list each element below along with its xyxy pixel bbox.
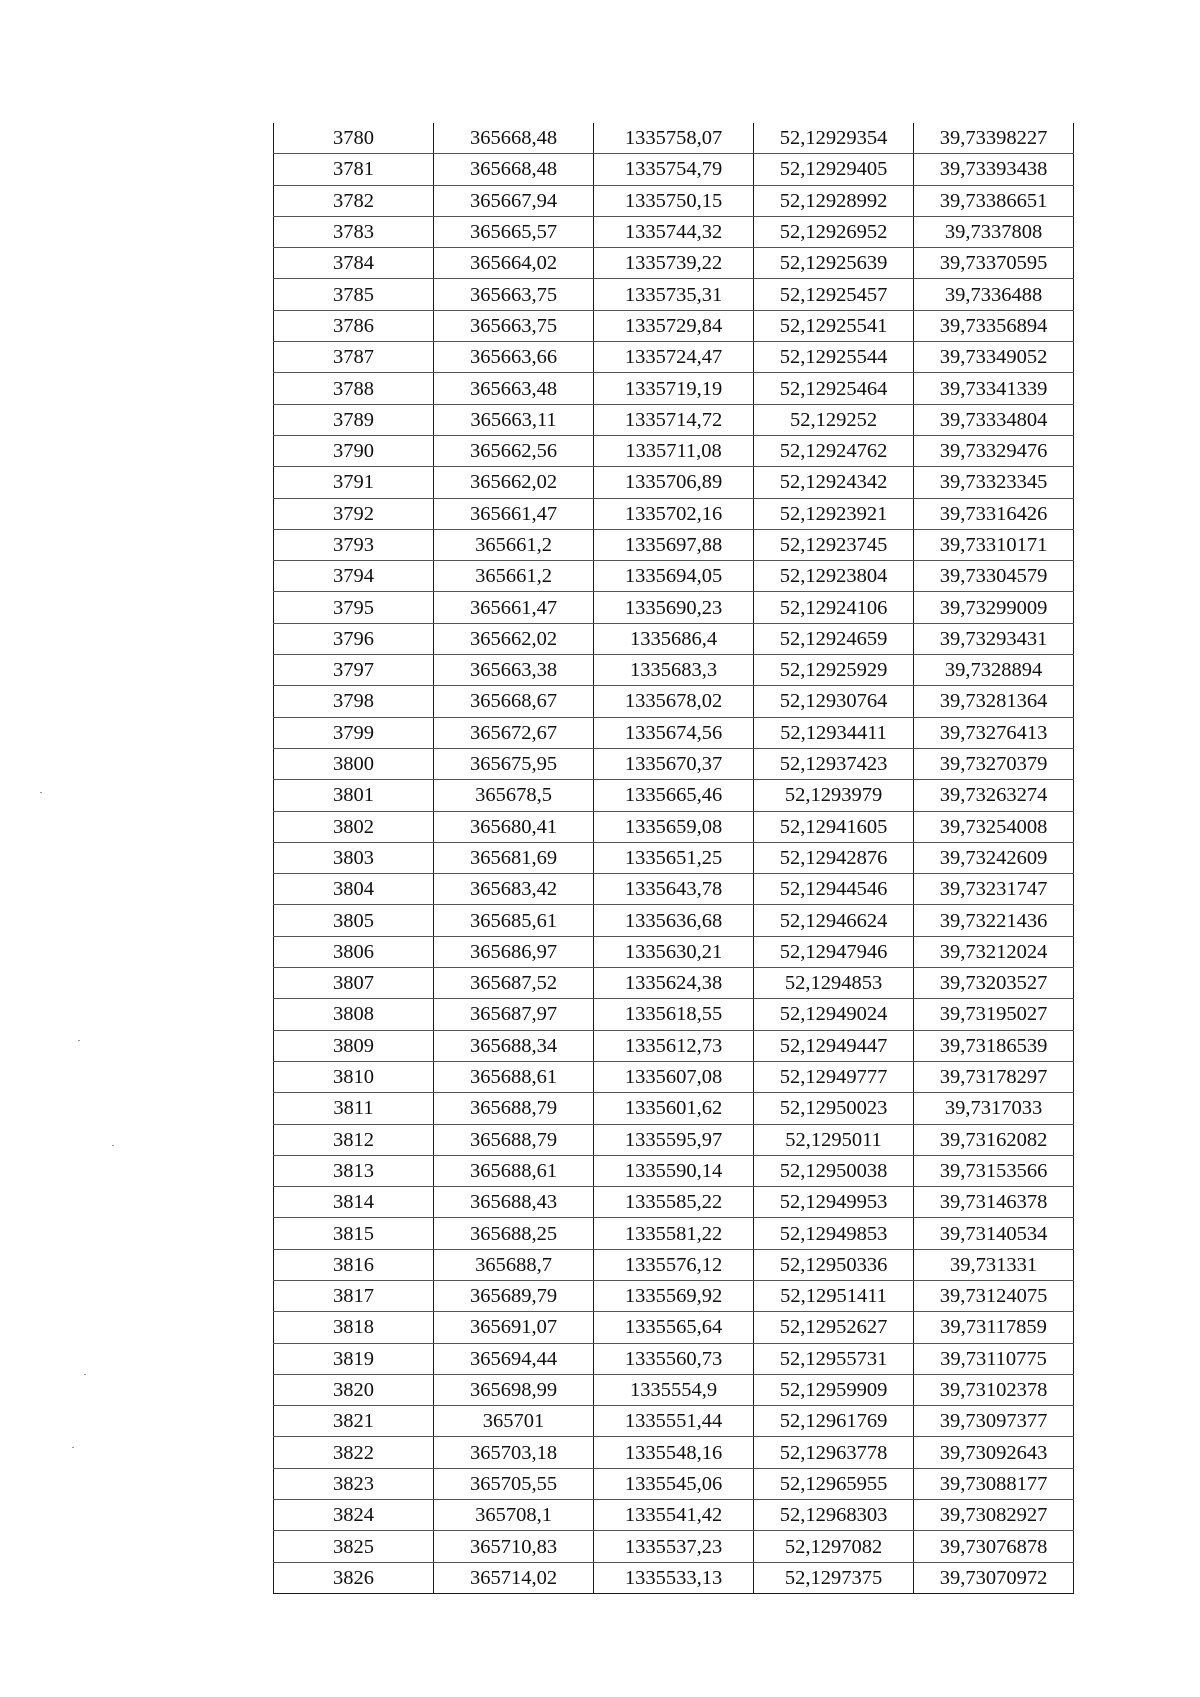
x-coordinate-cell: 365705,55	[434, 1468, 594, 1499]
latitude-cell: 52,12923745	[754, 529, 914, 560]
table-row	[274, 1562, 1074, 1593]
latitude-cell: 52,12946624	[754, 905, 914, 936]
longitude-cell: 39,73242609	[914, 842, 1074, 873]
longitude-cell: 39,73076878	[914, 1531, 1074, 1562]
table-row	[274, 1374, 1074, 1405]
x-coordinate-cell: 365663,66	[434, 342, 594, 373]
table-row	[274, 435, 1074, 466]
longitude-cell: 39,7336488	[914, 279, 1074, 310]
point-number-cell: 3792	[274, 498, 434, 529]
x-coordinate-cell: 365668,67	[434, 686, 594, 717]
table-row	[274, 154, 1074, 185]
x-coordinate-cell: 365667,94	[434, 185, 594, 216]
point-number-cell: 3794	[274, 561, 434, 592]
table-row	[274, 123, 1074, 154]
latitude-cell: 52,12952627	[754, 1312, 914, 1343]
longitude-cell: 39,73162082	[914, 1124, 1074, 1155]
latitude-cell: 52,1293979	[754, 780, 914, 811]
table-row	[274, 1061, 1074, 1092]
table-row	[274, 1155, 1074, 1186]
longitude-cell: 39,73254008	[914, 811, 1074, 842]
latitude-cell: 52,12929354	[754, 123, 914, 154]
table-row	[274, 1030, 1074, 1061]
x-coordinate-cell: 365680,41	[434, 811, 594, 842]
latitude-cell: 52,1295011	[754, 1124, 914, 1155]
latitude-cell: 52,12923921	[754, 498, 914, 529]
longitude-cell: 39,73195027	[914, 999, 1074, 1030]
point-number-cell: 3791	[274, 467, 434, 498]
table-row	[274, 1531, 1074, 1562]
latitude-cell: 52,12926952	[754, 216, 914, 247]
latitude-cell: 52,1297082	[754, 1531, 914, 1562]
point-number-cell: 3797	[274, 655, 434, 686]
table-row	[274, 310, 1074, 341]
table-row	[274, 1406, 1074, 1437]
table-row	[274, 842, 1074, 873]
x-coordinate-cell: 365714,02	[434, 1562, 594, 1593]
longitude-cell: 39,73082927	[914, 1500, 1074, 1531]
x-coordinate-cell: 365688,43	[434, 1187, 594, 1218]
y-coordinate-cell: 1335607,08	[594, 1061, 754, 1092]
y-coordinate-cell: 1335706,89	[594, 467, 754, 498]
x-coordinate-cell: 365688,79	[434, 1124, 594, 1155]
longitude-cell: 39,73310171	[914, 529, 1074, 560]
longitude-cell: 39,73088177	[914, 1468, 1074, 1499]
x-coordinate-cell: 365662,02	[434, 467, 594, 498]
point-number-cell: 3818	[274, 1312, 434, 1343]
y-coordinate-cell: 1335659,08	[594, 811, 754, 842]
y-coordinate-cell: 1335711,08	[594, 435, 754, 466]
x-coordinate-cell: 365688,61	[434, 1061, 594, 1092]
y-coordinate-cell: 1335533,13	[594, 1562, 754, 1593]
table-row	[274, 1093, 1074, 1124]
y-coordinate-cell: 1335624,38	[594, 968, 754, 999]
longitude-cell: 39,7317033	[914, 1093, 1074, 1124]
point-number-cell: 3808	[274, 999, 434, 1030]
point-number-cell: 3781	[274, 154, 434, 185]
latitude-cell: 52,12959909	[754, 1374, 914, 1405]
longitude-cell: 39,73370595	[914, 248, 1074, 279]
x-coordinate-cell: 365665,57	[434, 216, 594, 247]
table-row	[274, 279, 1074, 310]
y-coordinate-cell: 1335643,78	[594, 874, 754, 905]
x-coordinate-cell: 365685,61	[434, 905, 594, 936]
longitude-cell: 39,73124075	[914, 1280, 1074, 1311]
x-coordinate-cell: 365703,18	[434, 1437, 594, 1468]
latitude-cell: 52,12949777	[754, 1061, 914, 1092]
y-coordinate-cell: 1335548,16	[594, 1437, 754, 1468]
x-coordinate-cell: 365687,97	[434, 999, 594, 1030]
point-number-cell: 3804	[274, 874, 434, 905]
x-coordinate-cell: 365661,47	[434, 592, 594, 623]
point-number-cell: 3798	[274, 686, 434, 717]
point-number-cell: 3795	[274, 592, 434, 623]
point-number-cell: 3823	[274, 1468, 434, 1499]
point-number-cell: 3796	[274, 623, 434, 654]
y-coordinate-cell: 1335674,56	[594, 717, 754, 748]
longitude-cell: 39,73316426	[914, 498, 1074, 529]
x-coordinate-cell: 365701	[434, 1406, 594, 1437]
latitude-cell: 52,12950038	[754, 1155, 914, 1186]
latitude-cell: 52,12950336	[754, 1249, 914, 1280]
latitude-cell: 52,12947946	[754, 936, 914, 967]
point-number-cell: 3787	[274, 342, 434, 373]
longitude-cell: 39,73270379	[914, 748, 1074, 779]
x-coordinate-cell: 365681,69	[434, 842, 594, 873]
latitude-cell: 52,12944546	[754, 874, 914, 905]
scan-speck	[112, 1145, 114, 1146]
point-number-cell: 3824	[274, 1500, 434, 1531]
longitude-cell: 39,73329476	[914, 435, 1074, 466]
latitude-cell: 52,12925639	[754, 248, 914, 279]
table-row	[274, 655, 1074, 686]
x-coordinate-cell: 365663,38	[434, 655, 594, 686]
longitude-cell: 39,73097377	[914, 1406, 1074, 1437]
y-coordinate-cell: 1335612,73	[594, 1030, 754, 1061]
table-row	[274, 905, 1074, 936]
latitude-cell: 52,12925544	[754, 342, 914, 373]
y-coordinate-cell: 1335758,07	[594, 123, 754, 154]
y-coordinate-cell: 1335724,47	[594, 342, 754, 373]
y-coordinate-cell: 1335678,02	[594, 686, 754, 717]
longitude-cell: 39,73276413	[914, 717, 1074, 748]
point-number-cell: 3803	[274, 842, 434, 873]
y-coordinate-cell: 1335537,23	[594, 1531, 754, 1562]
point-number-cell: 3786	[274, 310, 434, 341]
table-row	[274, 216, 1074, 247]
x-coordinate-cell: 365668,48	[434, 123, 594, 154]
table-row	[274, 780, 1074, 811]
y-coordinate-cell: 1335697,88	[594, 529, 754, 560]
table-row	[274, 1280, 1074, 1311]
x-coordinate-cell: 365688,61	[434, 1155, 594, 1186]
y-coordinate-cell: 1335702,16	[594, 498, 754, 529]
y-coordinate-cell: 1335714,72	[594, 404, 754, 435]
table-row	[274, 1500, 1074, 1531]
y-coordinate-cell: 1335651,25	[594, 842, 754, 873]
latitude-cell: 52,12950023	[754, 1093, 914, 1124]
x-coordinate-cell: 365661,2	[434, 529, 594, 560]
y-coordinate-cell: 1335630,21	[594, 936, 754, 967]
latitude-cell: 52,12924659	[754, 623, 914, 654]
longitude-cell: 39,73386651	[914, 185, 1074, 216]
x-coordinate-cell: 365672,67	[434, 717, 594, 748]
point-number-cell: 3793	[274, 529, 434, 560]
y-coordinate-cell: 1335754,79	[594, 154, 754, 185]
table-row	[274, 748, 1074, 779]
table-row	[274, 717, 1074, 748]
y-coordinate-cell: 1335565,64	[594, 1312, 754, 1343]
point-number-cell: 3780	[274, 123, 434, 154]
latitude-cell: 52,12925541	[754, 310, 914, 341]
latitude-cell: 52,12937423	[754, 748, 914, 779]
y-coordinate-cell: 1335595,97	[594, 1124, 754, 1155]
table-row	[274, 623, 1074, 654]
latitude-cell: 52,12924762	[754, 435, 914, 466]
y-coordinate-cell: 1335683,3	[594, 655, 754, 686]
point-number-cell: 3799	[274, 717, 434, 748]
longitude-cell: 39,73203527	[914, 968, 1074, 999]
table-row	[274, 185, 1074, 216]
point-number-cell: 3789	[274, 404, 434, 435]
longitude-cell: 39,73102378	[914, 1374, 1074, 1405]
point-number-cell: 3784	[274, 248, 434, 279]
x-coordinate-cell: 365686,97	[434, 936, 594, 967]
y-coordinate-cell: 1335576,12	[594, 1249, 754, 1280]
y-coordinate-cell: 1335750,15	[594, 185, 754, 216]
table-row	[274, 1437, 1074, 1468]
table-row	[274, 561, 1074, 592]
point-number-cell: 3807	[274, 968, 434, 999]
longitude-cell: 39,73304579	[914, 561, 1074, 592]
x-coordinate-cell: 365688,25	[434, 1218, 594, 1249]
latitude-cell: 52,12925929	[754, 655, 914, 686]
scan-speck	[40, 792, 42, 793]
longitude-cell: 39,73293431	[914, 623, 1074, 654]
coordinates-table	[273, 123, 1074, 1594]
table-row	[274, 529, 1074, 560]
point-number-cell: 3817	[274, 1280, 434, 1311]
y-coordinate-cell: 1335735,31	[594, 279, 754, 310]
scan-speck	[78, 1040, 80, 1041]
point-number-cell: 3821	[274, 1406, 434, 1437]
y-coordinate-cell: 1335636,68	[594, 905, 754, 936]
table-row	[274, 342, 1074, 373]
scan-speck	[72, 1447, 74, 1448]
y-coordinate-cell: 1335551,44	[594, 1406, 754, 1437]
x-coordinate-cell: 365663,75	[434, 310, 594, 341]
longitude-cell: 39,73356894	[914, 310, 1074, 341]
x-coordinate-cell: 365662,02	[434, 623, 594, 654]
latitude-cell: 52,12942876	[754, 842, 914, 873]
point-number-cell: 3814	[274, 1187, 434, 1218]
table-row	[274, 1124, 1074, 1155]
x-coordinate-cell: 365664,02	[434, 248, 594, 279]
y-coordinate-cell: 1335560,73	[594, 1343, 754, 1374]
x-coordinate-cell: 365710,83	[434, 1531, 594, 1562]
y-coordinate-cell: 1335601,62	[594, 1093, 754, 1124]
longitude-cell: 39,73146378	[914, 1187, 1074, 1218]
latitude-cell: 52,12924342	[754, 467, 914, 498]
longitude-cell: 39,73117859	[914, 1312, 1074, 1343]
point-number-cell: 3790	[274, 435, 434, 466]
latitude-cell: 52,12934411	[754, 717, 914, 748]
coordinates-table-body	[274, 123, 1074, 1593]
y-coordinate-cell: 1335686,4	[594, 623, 754, 654]
latitude-cell: 52,12925464	[754, 373, 914, 404]
x-coordinate-cell: 365687,52	[434, 968, 594, 999]
table-row	[274, 373, 1074, 404]
x-coordinate-cell: 365691,07	[434, 1312, 594, 1343]
table-row	[274, 467, 1074, 498]
point-number-cell: 3811	[274, 1093, 434, 1124]
longitude-cell: 39,73231747	[914, 874, 1074, 905]
table-row	[274, 1249, 1074, 1280]
x-coordinate-cell: 365689,79	[434, 1280, 594, 1311]
longitude-cell: 39,73110775	[914, 1343, 1074, 1374]
table-row	[274, 811, 1074, 842]
x-coordinate-cell: 365663,48	[434, 373, 594, 404]
table-row	[274, 686, 1074, 717]
table-row	[274, 1468, 1074, 1499]
y-coordinate-cell: 1335618,55	[594, 999, 754, 1030]
y-coordinate-cell: 1335729,84	[594, 310, 754, 341]
table-row	[274, 874, 1074, 905]
longitude-cell: 39,73398227	[914, 123, 1074, 154]
point-number-cell: 3810	[274, 1061, 434, 1092]
y-coordinate-cell: 1335554,9	[594, 1374, 754, 1405]
table-row	[274, 968, 1074, 999]
table-row	[274, 1343, 1074, 1374]
latitude-cell: 52,12929405	[754, 154, 914, 185]
latitude-cell: 52,12941605	[754, 811, 914, 842]
point-number-cell: 3825	[274, 1531, 434, 1562]
longitude-cell: 39,73092643	[914, 1437, 1074, 1468]
point-number-cell: 3806	[274, 936, 434, 967]
table-row	[274, 1218, 1074, 1249]
x-coordinate-cell: 365678,5	[434, 780, 594, 811]
latitude-cell: 52,1294853	[754, 968, 914, 999]
latitude-cell: 52,1297375	[754, 1562, 914, 1593]
y-coordinate-cell: 1335670,37	[594, 748, 754, 779]
latitude-cell: 52,12949953	[754, 1187, 914, 1218]
point-number-cell: 3820	[274, 1374, 434, 1405]
point-number-cell: 3785	[274, 279, 434, 310]
longitude-cell: 39,731331	[914, 1249, 1074, 1280]
x-coordinate-cell: 365688,79	[434, 1093, 594, 1124]
point-number-cell: 3782	[274, 185, 434, 216]
table-row	[274, 592, 1074, 623]
y-coordinate-cell: 1335739,22	[594, 248, 754, 279]
y-coordinate-cell: 1335719,19	[594, 373, 754, 404]
point-number-cell: 3802	[274, 811, 434, 842]
longitude-cell: 39,73281364	[914, 686, 1074, 717]
longitude-cell: 39,73140534	[914, 1218, 1074, 1249]
latitude-cell: 52,12965955	[754, 1468, 914, 1499]
latitude-cell: 52,12949447	[754, 1030, 914, 1061]
latitude-cell: 52,12955731	[754, 1343, 914, 1374]
latitude-cell: 52,12925457	[754, 279, 914, 310]
x-coordinate-cell: 365683,42	[434, 874, 594, 905]
point-number-cell: 3815	[274, 1218, 434, 1249]
longitude-cell: 39,7337808	[914, 216, 1074, 247]
x-coordinate-cell: 365668,48	[434, 154, 594, 185]
x-coordinate-cell: 365675,95	[434, 748, 594, 779]
point-number-cell: 3788	[274, 373, 434, 404]
x-coordinate-cell: 365662,56	[434, 435, 594, 466]
y-coordinate-cell: 1335569,92	[594, 1280, 754, 1311]
point-number-cell: 3783	[274, 216, 434, 247]
latitude-cell: 52,12963778	[754, 1437, 914, 1468]
longitude-cell: 39,73349052	[914, 342, 1074, 373]
table-row	[274, 1312, 1074, 1343]
point-number-cell: 3812	[274, 1124, 434, 1155]
table-row	[274, 248, 1074, 279]
latitude-cell: 52,12928992	[754, 185, 914, 216]
latitude-cell: 52,12951411	[754, 1280, 914, 1311]
longitude-cell: 39,73186539	[914, 1030, 1074, 1061]
longitude-cell: 39,73341339	[914, 373, 1074, 404]
longitude-cell: 39,73178297	[914, 1061, 1074, 1092]
point-number-cell: 3805	[274, 905, 434, 936]
longitude-cell: 39,73334804	[914, 404, 1074, 435]
x-coordinate-cell: 365688,7	[434, 1249, 594, 1280]
point-number-cell: 3809	[274, 1030, 434, 1061]
y-coordinate-cell: 1335694,05	[594, 561, 754, 592]
point-number-cell: 3800	[274, 748, 434, 779]
latitude-cell: 52,129252	[754, 404, 914, 435]
longitude-cell: 39,73263274	[914, 780, 1074, 811]
point-number-cell: 3826	[274, 1562, 434, 1593]
y-coordinate-cell: 1335690,23	[594, 592, 754, 623]
y-coordinate-cell: 1335581,22	[594, 1218, 754, 1249]
x-coordinate-cell: 365663,75	[434, 279, 594, 310]
table-row	[274, 936, 1074, 967]
y-coordinate-cell: 1335665,46	[594, 780, 754, 811]
table-row	[274, 498, 1074, 529]
x-coordinate-cell: 365688,34	[434, 1030, 594, 1061]
scan-speck	[84, 1374, 86, 1375]
latitude-cell: 52,12923804	[754, 561, 914, 592]
longitude-cell: 39,73393438	[914, 154, 1074, 185]
longitude-cell: 39,73212024	[914, 936, 1074, 967]
latitude-cell: 52,12930764	[754, 686, 914, 717]
longitude-cell: 39,73299009	[914, 592, 1074, 623]
x-coordinate-cell: 365698,99	[434, 1374, 594, 1405]
longitude-cell: 39,73153566	[914, 1155, 1074, 1186]
longitude-cell: 39,73323345	[914, 467, 1074, 498]
longitude-cell: 39,73070972	[914, 1562, 1074, 1593]
y-coordinate-cell: 1335545,06	[594, 1468, 754, 1499]
y-coordinate-cell: 1335585,22	[594, 1187, 754, 1218]
point-number-cell: 3801	[274, 780, 434, 811]
longitude-cell: 39,73221436	[914, 905, 1074, 936]
longitude-cell: 39,7328894	[914, 655, 1074, 686]
point-number-cell: 3813	[274, 1155, 434, 1186]
table-row	[274, 1187, 1074, 1218]
x-coordinate-cell: 365661,47	[434, 498, 594, 529]
latitude-cell: 52,12924106	[754, 592, 914, 623]
point-number-cell: 3822	[274, 1437, 434, 1468]
point-number-cell: 3816	[274, 1249, 434, 1280]
latitude-cell: 52,12968303	[754, 1500, 914, 1531]
latitude-cell: 52,12949024	[754, 999, 914, 1030]
x-coordinate-cell: 365663,11	[434, 404, 594, 435]
table-row	[274, 999, 1074, 1030]
y-coordinate-cell: 1335590,14	[594, 1155, 754, 1186]
latitude-cell: 52,12961769	[754, 1406, 914, 1437]
y-coordinate-cell: 1335541,42	[594, 1500, 754, 1531]
table-row	[274, 404, 1074, 435]
latitude-cell: 52,12949853	[754, 1218, 914, 1249]
x-coordinate-cell: 365708,1	[434, 1500, 594, 1531]
x-coordinate-cell: 365661,2	[434, 561, 594, 592]
y-coordinate-cell: 1335744,32	[594, 216, 754, 247]
point-number-cell: 3819	[274, 1343, 434, 1374]
x-coordinate-cell: 365694,44	[434, 1343, 594, 1374]
